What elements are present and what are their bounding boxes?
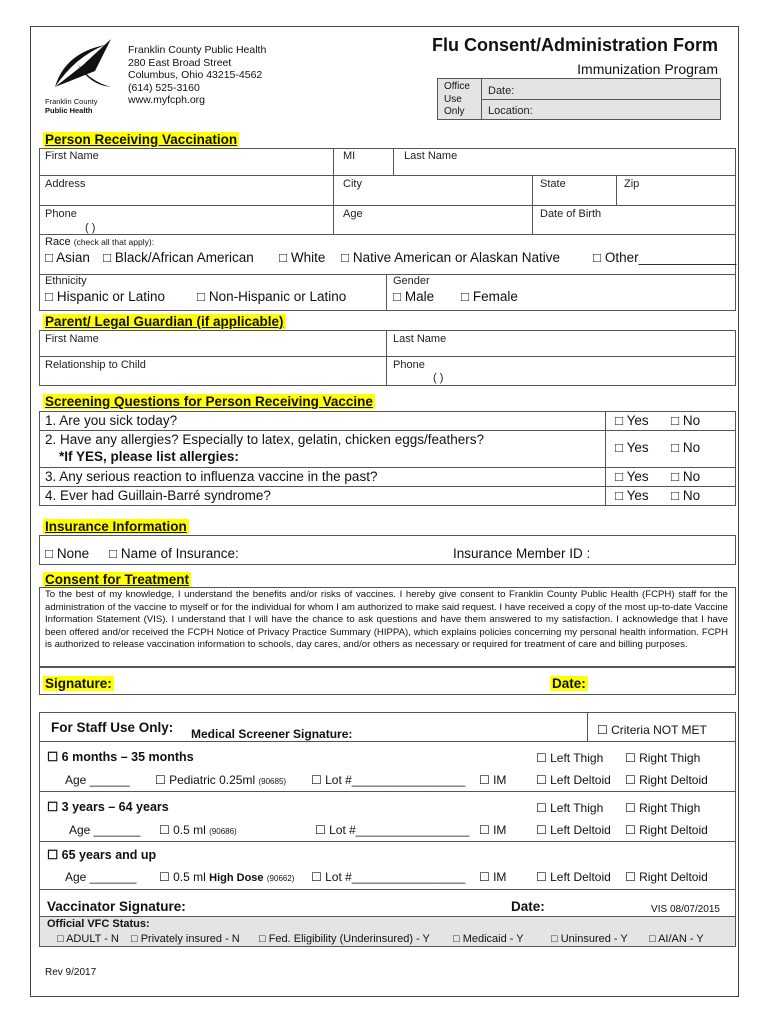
consent-text: To the best of my knowledge, I understand the benefits and/or risks of vaccines. I hereby give consent to Franklin County Public Health (FCPH) staff for the administration of the vaccine to myself or for the individual for whom I am authorized to make said request. I have received a copy of the most up-to-date Vaccine Information Statement (VIS). I understand that I will have the chance to ask questions and have them answered to my satisfaction. I acknowledge that I have been offered and/or received the FCPH Notice of Privacy Practice Summary (HIPPA), which explains policies concerning my personal health information. FCPH is authorized to release vaccination information to schools, day cares, and/or others as necessary or required for treatment of care and billing purposes.	[45, 589, 728, 651]
office-use-line: Only	[444, 106, 465, 117]
zip-field[interactable]: Zip	[624, 178, 640, 190]
screening-q4: 4. Ever had Guillain-Barré syndrome?	[45, 488, 271, 503]
logo-text: Franklin County Public Health	[45, 97, 98, 115]
group2-lot-field[interactable]: ☐ Lot #_________________	[315, 823, 470, 837]
last-name-field[interactable]: Last Name	[404, 150, 458, 162]
mi-field[interactable]: MI	[343, 150, 356, 162]
gender-label: Gender	[393, 275, 430, 287]
q3-no-checkbox[interactable]: □ No	[671, 469, 701, 484]
office-use-label	[444, 81, 470, 119]
phone-parens: ( )	[85, 222, 96, 234]
consent-date-field[interactable]: Date:	[552, 676, 586, 691]
group2-left-deltoid-checkbox[interactable]: ☐ Left Deltoid	[536, 823, 611, 837]
guardian-first-name-field[interactable]: First Name	[45, 333, 99, 345]
first-name-field[interactable]: First Name	[45, 150, 99, 162]
org-line: 280 East Broad Street	[128, 56, 232, 69]
ethnicity-nonhispanic-checkbox[interactable]: □ Non-Hispanic or Latino	[197, 289, 347, 304]
group2-im-checkbox[interactable]: ☐ IM	[479, 823, 507, 837]
vaccinator-signature-field[interactable]: Vaccinator Signature:	[47, 899, 186, 914]
group3-left-deltoid-checkbox[interactable]: ☐ Left Deltoid	[536, 870, 611, 884]
insurance-name-field[interactable]: □ Name of Insurance:	[109, 546, 239, 561]
org-line: (614) 525-3160	[128, 81, 200, 94]
org-address	[128, 44, 266, 107]
group1-checkbox[interactable]: ☐ 6 months – 35 months	[47, 750, 194, 764]
insurance-none-checkbox[interactable]: □ None	[45, 546, 90, 561]
group2-checkbox[interactable]: ☐ 3 years – 64 years	[47, 800, 169, 814]
form-page	[30, 26, 739, 997]
staff-title: For Staff Use Only:	[51, 720, 174, 735]
guardian-table	[39, 330, 736, 386]
group2-age-field[interactable]: Age _______	[69, 823, 141, 837]
org-line: Columbus, Ohio 43215-4562	[128, 69, 263, 81]
insurance-heading: Insurance Information	[45, 519, 187, 534]
q4-no-checkbox[interactable]: □ No	[671, 488, 701, 503]
q2-no-checkbox[interactable]: □ No	[671, 440, 701, 455]
signature-row	[39, 667, 736, 695]
consent-heading: Consent for Treatment	[45, 572, 190, 587]
q3-yes-checkbox[interactable]: □ Yes	[615, 469, 649, 484]
screening-heading: Screening Questions for Person Receiving Vaccine	[45, 394, 373, 409]
group3-dose-checkbox[interactable]: ☐ 0.5 ml High Dose (90662)	[159, 870, 295, 884]
guardian-phone-parens: ( )	[433, 372, 444, 384]
race-native-checkbox[interactable]: □ Native American or Alaskan Native	[341, 250, 560, 265]
guardian-last-name-field[interactable]: Last Name	[393, 333, 447, 345]
q4-yes-checkbox[interactable]: □ Yes	[615, 488, 649, 503]
group1-right-deltoid-checkbox[interactable]: ☐ Right Deltoid	[625, 773, 708, 787]
revision-label: Rev 9/2017	[45, 967, 97, 978]
vfc-adult-checkbox[interactable]: □ ADULT - N	[57, 933, 119, 945]
group1-age-field[interactable]: Age ______	[65, 773, 130, 787]
screening-q2: 2. Have any allergies? Especially to latex, gelatin, chicken eggs/feathers?	[45, 432, 485, 447]
group2-right-deltoid-checkbox[interactable]: ☐ Right Deltoid	[625, 823, 708, 837]
group3-lot-field[interactable]: ☐ Lot #_________________	[311, 870, 466, 884]
ethnicity-hispanic-checkbox[interactable]: □ Hispanic or Latino	[45, 289, 165, 304]
city-field[interactable]: City	[343, 178, 362, 190]
screening-q2-allergies: *If YES, please list allergies:	[59, 449, 239, 464]
guardian-heading: Parent/ Legal Guardian (if applicable)	[45, 314, 284, 329]
group2-right-thigh-checkbox[interactable]: ☐ Right Thigh	[625, 801, 701, 815]
person-heading: Person Receiving Vaccination	[45, 132, 238, 147]
race-asian-checkbox[interactable]: □ Asian	[45, 250, 90, 265]
criteria-not-met-checkbox[interactable]: ☐ Criteria NOT MET	[597, 723, 707, 737]
office-location-label[interactable]: Location:	[488, 105, 533, 117]
office-use-line: Office	[444, 81, 470, 92]
dob-field[interactable]: Date of Birth	[540, 208, 602, 220]
vis-date: VIS 08/07/2015	[651, 904, 720, 915]
group1-lot-field[interactable]: ☐ Lot #_________________	[311, 773, 466, 787]
group2-left-thigh-checkbox[interactable]: ☐ Left Thigh	[536, 801, 604, 815]
group3-age-field[interactable]: Age _______	[65, 870, 137, 884]
race-label: Race (check all that apply):	[45, 236, 155, 248]
group1-dose-checkbox[interactable]: ☐ Pediatric 0.25ml (90685)	[155, 773, 287, 787]
gender-female-checkbox[interactable]: □ Female	[461, 289, 518, 304]
office-use-line: Use	[444, 93, 462, 105]
form-title: Flu Consent/Administration Form	[432, 35, 718, 55]
form-subtitle: Immunization Program	[577, 61, 718, 77]
insurance-member-id-field[interactable]: Insurance Member ID :	[453, 546, 591, 561]
group3-im-checkbox[interactable]: ☐ IM	[479, 870, 507, 884]
vfc-underinsured-checkbox[interactable]: □ Fed. Eligibility (Underinsured) - Y	[259, 933, 430, 945]
group1-left-thigh-checkbox[interactable]: ☐ Left Thigh	[536, 751, 604, 765]
ethnicity-label: Ethnicity	[45, 275, 87, 287]
gender-male-checkbox[interactable]: □ Male	[393, 289, 435, 304]
q1-yes-checkbox[interactable]: □ Yes	[615, 413, 649, 428]
screening-q1: 1. Are you sick today?	[45, 413, 178, 428]
vfc-private-checkbox[interactable]: □ Privately insured - N	[131, 933, 240, 945]
signature-field[interactable]: Signature:	[45, 676, 112, 691]
q1-no-checkbox[interactable]: □ No	[671, 413, 701, 428]
vfc-medicaid-checkbox[interactable]: □ Medicaid - Y	[453, 933, 524, 945]
phone-field[interactable]: Phone	[45, 208, 77, 220]
office-date-label[interactable]: Date:	[488, 85, 515, 97]
org-line: www.myfcph.org	[128, 94, 206, 106]
group2-dose-checkbox[interactable]: ☐ 0.5 ml (90686)	[159, 823, 237, 837]
group1-left-deltoid-checkbox[interactable]: ☐ Left Deltoid	[536, 773, 611, 787]
address-field[interactable]: Address	[45, 178, 86, 190]
race-other-checkbox[interactable]: □ Other_____________	[593, 250, 737, 265]
fcph-logo-icon	[45, 35, 117, 97]
relationship-field[interactable]: Relationship to Child	[45, 359, 146, 371]
screener-signature-field[interactable]: Medical Screener Signature:	[191, 727, 353, 741]
person-table	[39, 148, 736, 311]
group1-right-thigh-checkbox[interactable]: ☐ Right Thigh	[625, 751, 701, 765]
vaccinator-date-field[interactable]: Date:	[511, 899, 545, 914]
office-use-box	[437, 78, 721, 120]
state-field[interactable]: State	[540, 178, 566, 190]
vfc-uninsured-checkbox[interactable]: □ Uninsured - Y	[551, 933, 628, 945]
vfc-status-label: Official VFC Status:	[47, 918, 150, 930]
org-line: Franklin County Public Health	[128, 44, 267, 56]
race-black-checkbox[interactable]: □ Black/African American	[103, 250, 254, 265]
group1-im-checkbox[interactable]: ☐ IM	[479, 773, 507, 787]
group3-checkbox[interactable]: ☐ 65 years and up	[47, 848, 157, 862]
q2-yes-checkbox[interactable]: □ Yes	[615, 440, 649, 455]
group3-right-deltoid-checkbox[interactable]: ☐ Right Deltoid	[625, 870, 708, 884]
guardian-phone-field[interactable]: Phone	[393, 359, 425, 371]
race-white-checkbox[interactable]: □ White	[279, 250, 326, 265]
age-field[interactable]: Age	[343, 208, 363, 220]
screening-q3: 3. Any serious reaction to influenza vaccine in the past?	[45, 469, 378, 484]
vfc-aian-checkbox[interactable]: □ AI/AN - Y	[649, 933, 704, 945]
